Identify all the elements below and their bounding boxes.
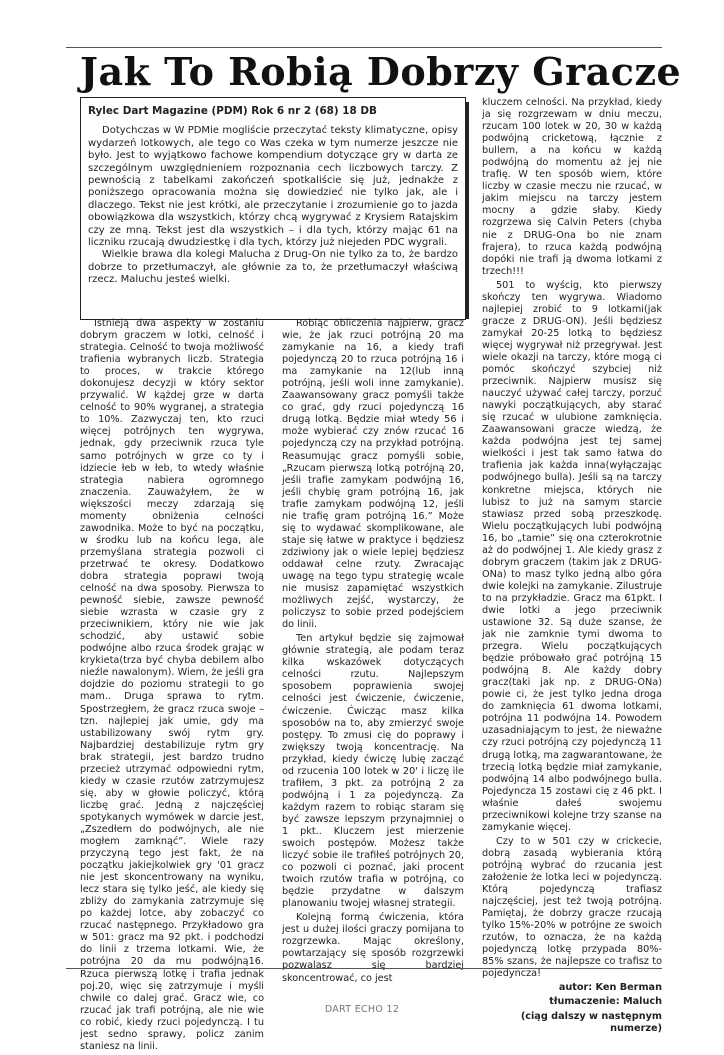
intro-paragraph: Wielkie brawa dla kolegi Malucha z Drug-On nie tylko za to, że bardzo dobrze to przetłumaczył, ale głównie za to, że przetłumaczył właściwą rzecz. Maluchu jesteś wielki. bbox=[88, 249, 458, 286]
body-paragraph: Czy to w 501 czy w crickecie, dobrą zasadą wybierania którą potrójną wybrać do rzucania jest założenie że lotka leci w pojedynczą. Którą pojedynczą trafiasz najczęściej, jest też twoją potrójną. Pamiętaj, że dobrzy gracze rzucają tylko 15%-20% w potrójne ze swoich rzutów, to oznacza, że na każdą pojedynczą lotkę przypada 80%- 85% szans, że najlepsze co trafisz to pojedyncza! bbox=[482, 835, 662, 980]
source-line: Rylec Dart Magazine (PDM) Rok 6 nr 2 (68) 18 DB bbox=[88, 105, 377, 117]
body-paragraph: Robiąc obliczenia najpierw, gracz wie, że jak rzuci potrójną 20 ma zamykanie na 16, a kiedy trafi pojedynczą 20 to rzuca potrójną 16 i ma zamykanie na 12(lub inną potrójną, jeśli woli inne zamykanie). Zaawansowany gracz pomyśli także co grać, gdy rzuci pojedynczą 16 drugą lotką. Będzie miał wtedy 56 i może wybierać czy znów rzucać 16 pojedynczą czy na przykład potrójną. Reasumując gracz pomyśli sobie, „Rzucam pierwszą lotką potrójną 20, jeśli trafie zamykam podwójną 16, jeśli chybię gram potrójną 16, jak trafie zamykam podwójną 12, jeśli nie trafię gram potrójną 16.” Może się to wydawać skomplikowane, ale staje się łatwe w praktyce i będziesz zdziwiony jak o wiele lepiej będziesz oddawał celne rzuty. Zwracając uwagę na tego typu strategię wcale nie musisz zapamiętać wszystkich możliwych zejść, wystarczy, że policzysz to sobie przed podejściem do linii. bbox=[282, 318, 464, 631]
body-paragraph: kluczem celności. Na przykład, kiedy ja się rozgrzewam w dniu meczu, rzucam 100 lotek w 20, 30 w każdą podwójną cricketową, łącznie z bullem, a na końcu w każdą podwójną do momentu aż jej nie trafię. W ten sposób wiem, które liczby w czasie meczu nie rzucać, w jakim miejscu na tarczy jestem mocny a gdzie słaby. Kiedy rozgrzewa się Calvin Peters (chyba nie z DRUG-Ona bo nie znam frajera), to rzuca każdą podwójną dopóki nie trafi ją dwoma lotkami z trzech!!! bbox=[482, 97, 662, 277]
column-3 bbox=[482, 97, 662, 1037]
column-1 bbox=[80, 318, 264, 1055]
page-footer: DART ECHO 12 bbox=[324, 1004, 400, 1015]
column-2 bbox=[282, 318, 464, 987]
article-title: Jak To Robią Dobrzy Gracze bbox=[80, 49, 682, 94]
author-credit: autor: Ken Berman bbox=[558, 982, 662, 994]
bottom-rule bbox=[66, 968, 662, 969]
continued-note: (ciąg dalszy w następnym numerze) bbox=[520, 1010, 662, 1034]
body-paragraph: Ten artykuł będzie się zajmował głównie strategią, ale podam teraz kilka wskazówek dotyczących celności rzutu. Najlepszym sposobem poprawienia swojej celności jest ćwiczenie, ćwiczenie, ćwiczenie. Ćwicząc masz kilka sposobów na to, aby zmierzyć swoje postępy. To zmusi cię do poprawy i zwiększy twoją koncentrację. Na przykład, kiedy ćwiczę lubię zacząć od rzucenia 100 lotek w 20' i liczę ile trafiłem, 3 pkt. za potrójną 2 za podwójną i 1 za pojedynczą. Za każdym razem to robiąc staram się być zawsze lepszym przynajmniej o 1 pkt.. Kluczem jest mierzenie swoich postępów. Możesz także liczyć sobie ile trafiłeś potrójnych 20, co pozwoli ci poznać, jaki procent twoich rzutów trafia w potrójną, co będzie przydatne w dalszym planowaniu twojej własnej strategii. bbox=[282, 633, 464, 910]
translator-credit: tłumaczenie: Maluch bbox=[549, 996, 662, 1008]
body-paragraph: 501 to wyścig, kto pierwszy skończy ten wygrywa. Wiadomo najlepiej zrobić to 9 lotkami(jak gracze z DRUG-ON). Jeśli będziesz zamykał 20-25 lotką to będziesz więcej wygrywał niż przegrywał. Jest wiele okazji na tarczy, które mogą ci pomóc skończyć szybciej niż przeciwnik. Najpierw musisz się nauczyć używać całej tarczy, porzuć nawyki początkujących, aby starać się rzucać w ulubione zamknięcia. Zaawansowani gracze wiedzą, że każda podwójna jest tej samej wielkości i jest tak samo łatwa do trafienia jak każda inna(wyłączając podwójnego bulla). Jeśli są na tarczy konkretne miejsca, których nie lubisz to już na samym starcie stawiasz przed sobą przeszkodę. Wielu początkujących lubi podwójną 16, bo „tamie” się ona czterokrotnie aż do podwójnej 1. Ale kiedy grasz z dobrym graczem (takim jak z DRUG-ONa) to masz tylko jedną albo góra dwie kolejki na zamykanie. Zilustruje to na przykładzie. Gracz ma 61pkt. I dwie lotki a jego przeciwnik ustawione 32. Są duże szanse, że jak nie zamknie tymi dwoma to przegra. Wielu początkujących będzie próbowało grać potrójną 15 podwójną 8. Ale każdy dobry gracz(taki jak np. z DRUG-ONa) powie ci, że jest tylko jedna droga do zamknięcia 61 dwoma lotkami, potrójna 11 podwójna 14. Powodem uzasadniającym to jest, że nieważne czy rzuci potrójną czy pojedynczą 11 drugą lotką, ma zagwarantowane, że trzecią lotką będzie miał zamykanie, podwójną 14 albo podwójnego bulla. Pojedyncza 15 zostawi cię z 46 pkt. I właśnie dałeś swojemu przeciwnikowi kolejne trzy szanse na zamykanie więcej. bbox=[482, 279, 662, 833]
body-paragraph: Istnieją dwa aspekty w zostaniu dobrym graczem w lotki, celność i strategia. Celność to twoja możliwość trafienia wybranych liczb. Strategia to proces, w trakcie którego dokonujesz decyzji w który sektor przywalić. W kążdej grze w darta celność to 90% wygranej, a strategia to 10%. Zazwyczaj ten, kto rzuci więcej potrójnych ten wygrywa, jednak, gdy przeciwnik rzuca tyle samo potrójnych w grze co ty i idziecie łeb w łeb, to wtedy właśnie strategia nabiera ogromnego znaczenia. Zauważyłem, że w większości meczy zdarzają się momenty obniżenia celności zawodnika. Może to być na początku, w środku lub na końcu lega, ale przemyślana strategia pozwoli ci przetrwać te okresy. Dodatkowo dobra strategia poprawi twoją celność na dwa sposoby. Pierwsza to pewność siebie, zawsze pewność siebie wzrasta w czasie gry z przeciwnikiem, który nie wie jak schodzić, aby ustawić sobie podwójne albo rzuca środek grając w krykieta(trza być chyba debilem albo nieźle nawalonym). Wiem, że jeśli gra dojdzie do poziomu strategii to go mam.. Druga sprawa to rytm. Spostrzegłem, że gracz rzuca swoje – tzn. najlepiej jak umie, gdy ma ustabilizowany swój rytm gry. Najbardziej destabilizuje rytm gry brak strategii, jest bardzo trudno przecież utrzymać odpowiedni rytm, kiedy w czasie rzutów zatrzymujesz się, aby w głowie policzyć, którą liczbę grać. Jedną z najczęściej spotykanych wymówek w darcie jest, „Zszedłem do podwójnych, ale nie mogłem zamknąć”. Wiele razy przyczyną tego jest fakt, że na początku jakiejkolwiek gry '01 gracz nie jest skoncentrowany na wyniku, lecz stara się tylko jeść, ale kiedy się zbliży do zamykania zatrzymuje się po każdej lotce, aby zobaczyć co rzucać następnego. Przykładowo gra w 501: gracz ma 92 pkt. i podchodzi do linii z trzema lotkami. Wie, że potrójna 20 da mu podwójną16. Rzuca pierwszą lotkę i trafia jednak poj.20, więc się zatrzymuje i myśli chwile co dalej grać. Gracz wie, co rzucać jak trafi potrójną, ale nie wie co robić, kiedy rzuci pojedynczą. I tu jest sedno sprawy, policz zanim staniesz na linii. bbox=[80, 318, 264, 1052]
intro-box bbox=[80, 97, 466, 320]
body-paragraph: Kolejną formą ćwiczenia, która jest u dużej ilości graczy pomijana to rozgrzewka. Mając określony, powtarzający się sposób rozgrzewki pozwalasz się bardziej skoncentrować, co jest bbox=[282, 912, 464, 984]
intro-paragraph: Dotychczas w W PDMie mogliście przeczytać teksty klimatyczne, opisy wydarzeń lotkowych, ale tego co Was czeka w tym numerze jeszcze nie było. Jest to wyjątkowo fachowe kompendium dotyczące gry w darta ze szczególnym uwzględnieniem rozpoznania cech liczbowych tarczy. Z pewnością z tabelkami zakończeń spotkaliście się już, jednakże z poniższego opracowania można się dowiedzieć nie tylko jak, ale i dlaczego. Tekst nie jest krótki, ale przeczytanie i zrozumienie go to jazda obowiązkowa dla wszystkich, którzy chcą wygrywać z Krysiem Ratajskim czy ze mną. Tekst jest dla wszystkich – i dla tych, którzy mając 61 na liczniku rzucają dwudziestkę i dla tych, którzy już niejeden PDC wygrali. bbox=[88, 125, 458, 249]
